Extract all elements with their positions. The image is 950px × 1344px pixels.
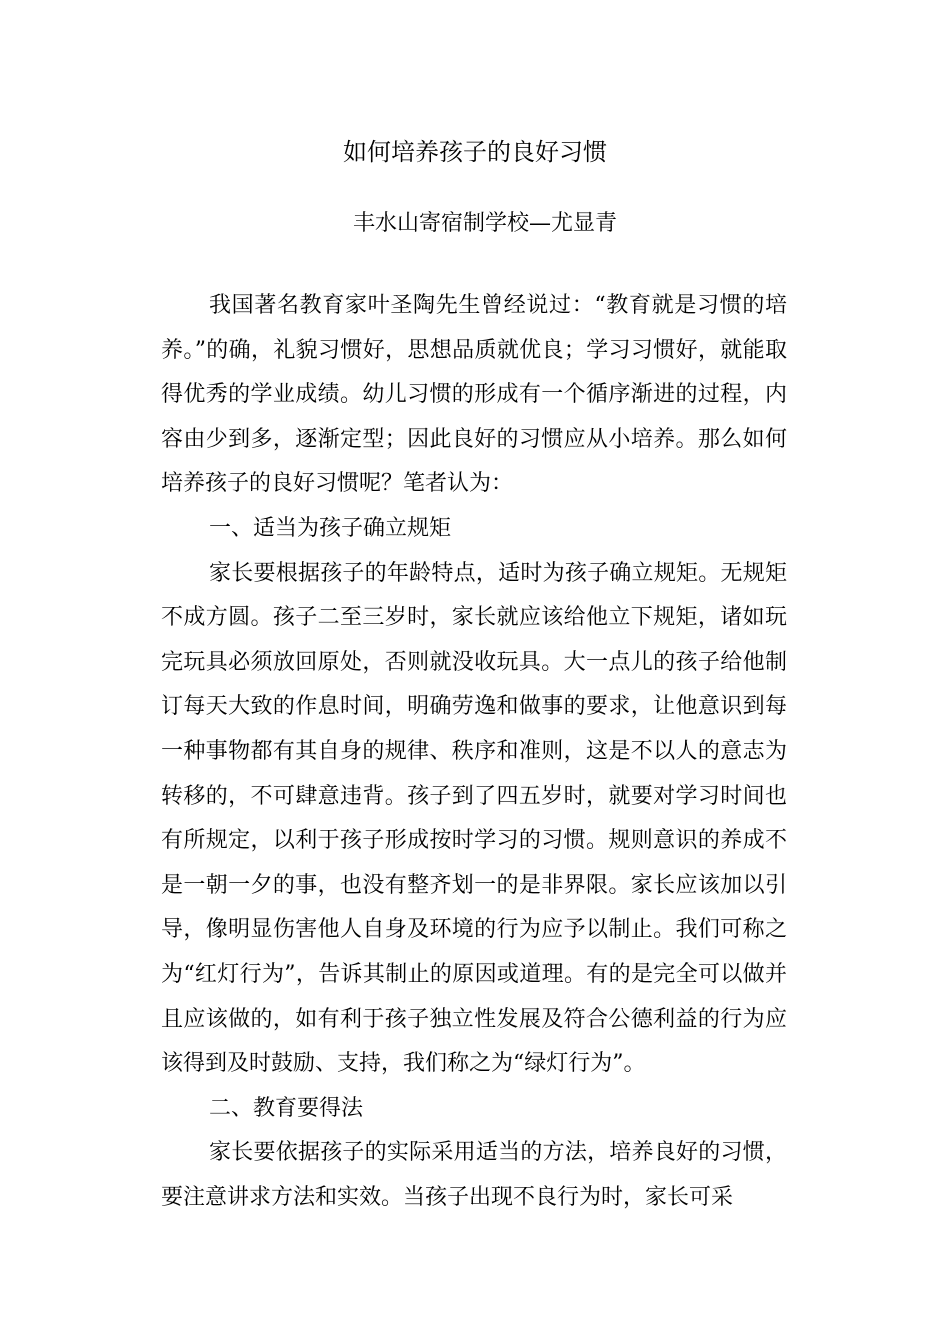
section-heading-1: 一、适当为孩子确立规矩 (209, 515, 452, 541)
document-body (161, 284, 787, 1220)
section-heading-2: 二、教育要得法 (209, 1095, 364, 1121)
section-1-paragraph: 家长要根据孩子的年龄特点，适时为孩子确立规矩。无规矩不成方圆。孩子二至三岁时，家长就应该给他立下规矩，诸如玩完玩具必须放回原处，否则就没收玩具。大一点儿的孩子给他制订每天大致的作息时间，明确劳逸和做事的要求，让他意识到每一种事物都有其自身的规律、秩序和准则，这是不以人的意志为转移的，不可肆意违背。孩子到了四五岁时，就要对学习时间也有所规定，以利于孩子形成按时学习的习惯。规则意识的养成不是一朝一夕的事，也没有整齐划一的是非界限。家长应该加以引导，像明显伤害他人自身及环境的行为应予以制止。我们可称之为“红灯行为”，告诉其制止的原因或道理。有的是完全可以做并且应该做的，如有利于孩子独立性发展及符合公德利益的行为应该得到及时鼓励、支持，我们称之为“绿灯行为”。 (161, 560, 787, 1077)
document-title: 如何培养孩子的良好习惯 (343, 138, 607, 166)
document-author-line: 丰水山寄宿制学校—尤显青 (352, 211, 617, 236)
intro-paragraph: 我国著名教育家叶圣陶先生曾经说过：“教育就是习惯的培养。”的确，礼貌习惯好，思想品质就优良；学习习惯好，就能取得优秀的学业成绩。幼儿习惯的形成有一个循序渐进的过程，内容由少到多，逐渐定型；因此良好的习惯应从小培养。那么如何培养孩子的良好习惯呢？笔者认为： (161, 293, 787, 497)
section-2-paragraph: 家长要依据孩子的实际采用适当的方法，培养良好的习惯，要注意讲求方法和实效。当孩子出现不良行为时，家长可采 (161, 1140, 787, 1210)
